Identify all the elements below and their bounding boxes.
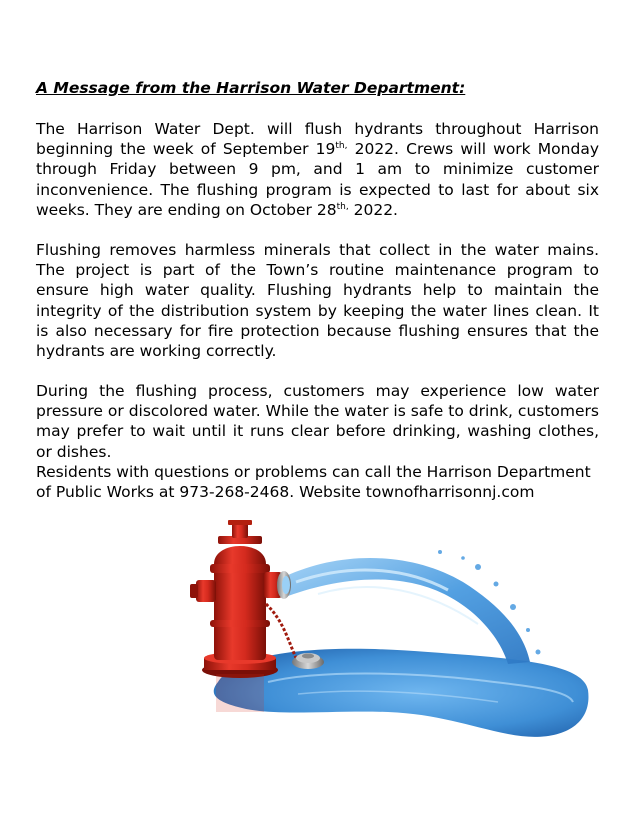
superscript-ordinal: th, [336, 201, 349, 212]
paragraph-purpose: Flushing removes harmless minerals that collect in the water mains. The project is part of the Town’s routine maintenance program to ensure high water quality. Flushing hydrants help to maintain the integrity of the distribution system by keeping the water lines clean. It is also necessary for fire protection because flushing ensures that the hydrants are working correctly. [36, 241, 599, 361]
paragraph-schedule-part-c: 2022. [348, 200, 398, 219]
page-title: A Message from the Harrison Water Department: [36, 79, 466, 97]
paragraph-schedule-part-b: 2022. Crews will work Monday through Friday between 9 pm, and 1 am to minimize customer inconvenience. The flushing program is expected to last for about six weeks. They are ending on October 28 [36, 140, 599, 219]
paragraph-contact: Residents with questions or problems can call the Harrison Department of Public Works at 973-268-2468. Website townofharrisonnj.com [36, 463, 591, 502]
superscript-ordinal: th, [335, 141, 348, 152]
paragraph-schedule-part-a: The Harrison Water Dept. will flush hydrants throughout Harrison beginning the week of September 19 [36, 120, 599, 159]
fire-hydrant-icon [178, 512, 598, 772]
paragraph-schedule [36, 119, 599, 220]
paragraph-effects: During the flushing process, customers may experience low water pressure or discolored water. While the water is safe to drink, customers may prefer to wait until it runs clear before drinking, washing clothes, or dishes. [36, 382, 599, 461]
